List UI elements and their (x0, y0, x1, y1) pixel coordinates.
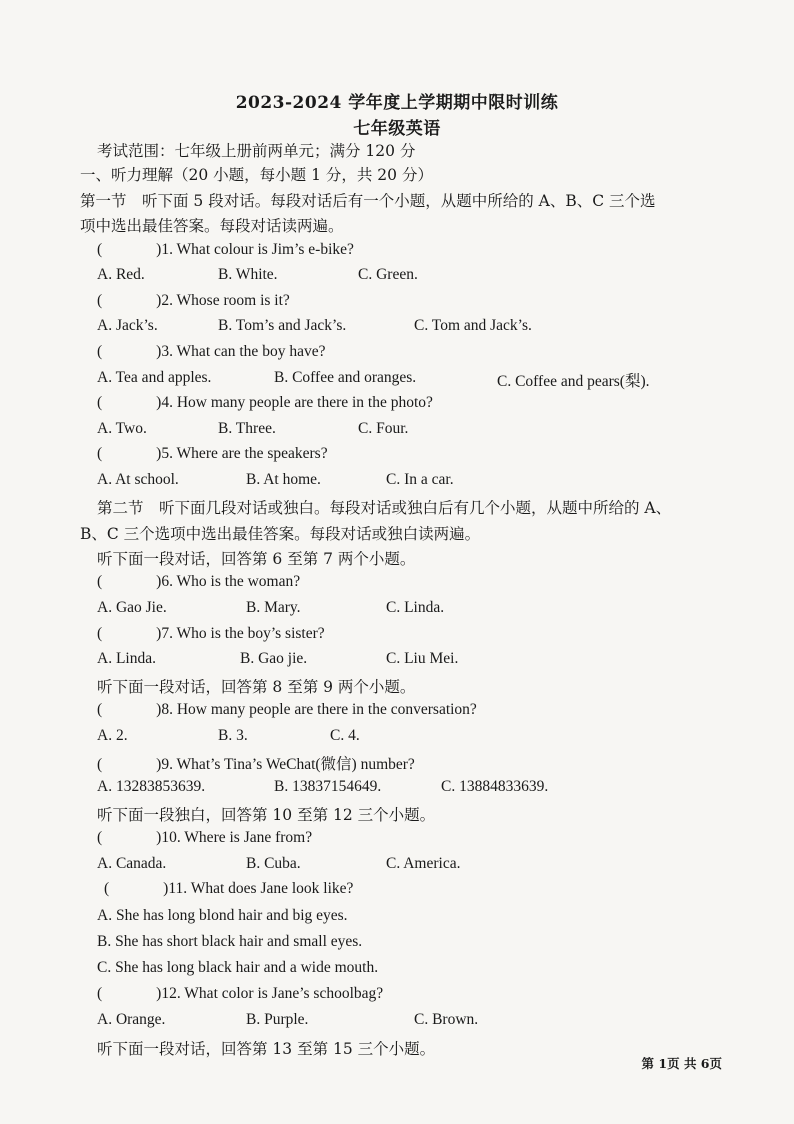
question-9: ( )9. What’s Tina’s WeChat(微信) number? (97, 756, 415, 773)
exam-subtitle: 七年级英语 (353, 119, 441, 139)
q2-option-b: B. Tom’s and Jack’s. (218, 317, 347, 334)
part1-heading: 一、听力理解（20 小题，每小题 1 分，共 20 分） (80, 166, 433, 184)
exam-title: 2023-2024 学年度上学期期中限时训练 (235, 93, 559, 113)
q6-option-a: A. Gao Jie. (97, 599, 167, 616)
q5-option-a: A. At school. (97, 471, 179, 488)
question-11: ( )11. What does Jane look like? (104, 880, 354, 897)
q3-option-b: B. Coffee and oranges. (274, 369, 417, 386)
section2-instruction-cont: B、C 三个选项中选出最佳答案。每段对话或独白读两遍。 (80, 525, 481, 543)
section1-instruction-cont: 项中选出最佳答案。每段对话读两遍。 (80, 217, 344, 235)
exam-scope: 考试范围：七年级上册前两单元；满分 120 分 (97, 142, 416, 160)
q8-option-c: C. 4. (330, 727, 360, 744)
question-7: ( )7. Who is the boy’s sister? (97, 625, 325, 642)
q11-option-c: C. She has long black hair and a wide mouth. (97, 959, 379, 976)
q4-option-a: A. Two. (97, 420, 147, 437)
q3-option-c: C. Coffee and pears(梨). (497, 373, 650, 390)
instruction-q10-12: 听下面一段独白，回答第 10 至第 12 三个小题。 (97, 806, 436, 824)
question-10: ( )10. Where is Jane from? (97, 829, 313, 846)
instruction-q6-7: 听下面一段对话，回答第 6 至第 7 两个小题。 (97, 550, 416, 568)
page-number: 第 1页 共 6页 (641, 1056, 722, 1071)
section2-instruction: 第二节 听下面几段对话或独白。每段对话或独白后有几个小题，从题中所给的 A、 (97, 499, 672, 517)
q9-option-a: A. 13283853639. (97, 778, 206, 795)
q2-option-a: A. Jack’s. (97, 317, 158, 334)
question-6: ( )6. Who is the woman? (97, 573, 301, 590)
question-5: ( )5. Where are the speakers? (97, 445, 328, 462)
instruction-q13-15: 听下面一段对话，回答第 13 至第 15 三个小题。 (97, 1040, 436, 1058)
q6-option-b: B. Mary. (246, 599, 301, 616)
q3-option-a: A. Tea and apples. (97, 369, 212, 386)
q8-option-a: A. 2. (97, 727, 128, 744)
q11-option-b: B. She has short black hair and small eyes. (97, 933, 363, 950)
q5-option-b: B. At home. (246, 471, 321, 488)
q6-option-c: C. Linda. (386, 599, 445, 616)
q7-option-c: C. Liu Mei. (386, 650, 459, 667)
question-8: ( )8. How many people are there in the conversation? (97, 701, 477, 718)
question-12: ( )12. What color is Jane’s schoolbag? (97, 985, 384, 1002)
q12-option-c: C. Brown. (414, 1011, 479, 1028)
q2-option-c: C. Tom and Jack’s. (414, 317, 532, 334)
q12-option-b: B. Purple. (246, 1011, 309, 1028)
q4-option-c: C. Four. (358, 420, 409, 437)
q4-option-b: B. Three. (218, 420, 276, 437)
q1-option-c: C. Green. (358, 266, 418, 283)
q10-option-c: C. America. (386, 855, 461, 872)
q1-option-b: B. White. (218, 266, 278, 283)
q7-option-b: B. Gao jie. (240, 650, 308, 667)
q9-option-c: C. 13884833639. (441, 778, 549, 795)
q7-option-a: A. Linda. (97, 650, 156, 667)
q10-option-a: A. Canada. (97, 855, 167, 872)
q10-option-b: B. Cuba. (246, 855, 301, 872)
section1-instruction: 第一节 听下面 5 段对话。每段对话后有一个小题，从题中所给的 A、B、C 三个选 (80, 192, 656, 210)
q12-option-a: A. Orange. (97, 1011, 166, 1028)
q1-option-a: A. Red. (97, 266, 145, 283)
question-2: ( )2. Whose room is it? (97, 292, 290, 309)
instruction-q8-9: 听下面一段对话，回答第 8 至第 9 两个小题。 (97, 678, 416, 696)
question-1: ( )1. What colour is Jim’s e-bike? (97, 241, 354, 258)
q11-option-a: A. She has long blond hair and big eyes. (97, 907, 348, 924)
question-4: ( )4. How many people are there in the photo? (97, 394, 433, 411)
q8-option-b: B. 3. (218, 727, 248, 744)
q5-option-c: C. In a car. (386, 471, 454, 488)
q9-option-b: B. 13837154649. (274, 778, 382, 795)
question-3: ( )3. What can the boy have? (97, 343, 326, 360)
